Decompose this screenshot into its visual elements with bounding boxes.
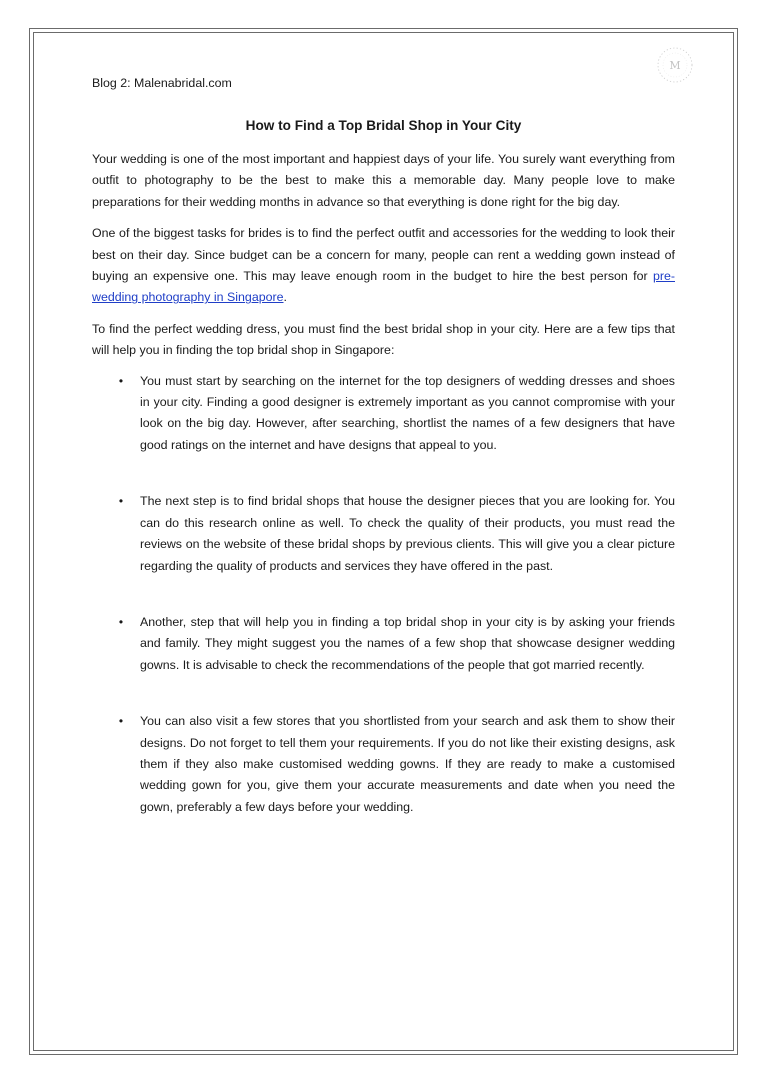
list-item (92, 612, 675, 676)
budget-paragraph-end: . (283, 290, 287, 305)
list-item-text: You must start by searching on the internet for the top designers of wedding dresses and shoes in your city. Finding a good designer is extremely important as you cannot compromise with your look on the big day. However, after searching, shortlist the names of a few designers that have good ratings on the internet and have designs that appeal to you. (140, 373, 675, 452)
tips-list (92, 371, 675, 819)
intro-paragraph: Your wedding is one of the most important and happiest days of your life. You surely want everything from outfit to photography to be the best to make this a memorable day. Many people love to make preparations for their wedding months in advance so that everything is done right for the big day. (92, 152, 675, 209)
list-item (92, 491, 675, 577)
budget-paragraph (92, 223, 675, 309)
bullet-icon: • (118, 494, 124, 509)
logo-letter: M (669, 59, 681, 72)
tips-intro-paragraph: To find the perfect wedding dress, you must find the best bridal shop in your city. Here are a few tips that will help you in finding the top bridal shop in Singapore: (92, 321, 675, 358)
bullet-icon: • (118, 614, 124, 629)
budget-paragraph-text: One of the biggest tasks for brides is to find the perfect outfit and accessories for the wedding to look their best on their day. Since budget can be a concern for many, people can rent a wedding gown instead of buying an expensive one. This may leave enough room in the budget to hire the best person for (92, 226, 675, 284)
list-item (92, 711, 675, 818)
document-body (92, 73, 675, 853)
list-item-text: You can also visit a few stores that you shortlisted from your search and ask them to show their designs. Do not forget to tell them your requirements. If you do not like their existing designs, ask them if they also make customised wedding gowns. If they are ready to make a customised wedding gown for you, give them your accurate measurements and date when you need the gown, preferably a few days before your wedding. (140, 714, 675, 814)
list-item (92, 371, 675, 457)
bullet-icon: • (118, 373, 124, 388)
blog-header: Blog 2: Malenabridal.com (92, 76, 232, 90)
bullet-icon: • (118, 714, 124, 729)
photography-link[interactable]: pre-wedding photography in Singapore (92, 269, 675, 305)
list-item-text: Another, step that will help you in finding a top bridal shop in your city is by asking your friends and family. They might suggest you the names of a few shop that showcase designer wedding gowns. It is advisable to check the recommendations of the people that got married recently. (140, 614, 675, 672)
list-item-text: The next step is to find bridal shops that house the designer pieces that you are looking for. You can do this research online as well. To check the quality of their products, you must read the reviews on the website of these bridal shops by previous clients. This will give you a clear picture regarding the quality of products and services they have offered in the past. (140, 494, 675, 573)
page-title: How to Find a Top Bridal Shop in Your City (245, 118, 522, 133)
